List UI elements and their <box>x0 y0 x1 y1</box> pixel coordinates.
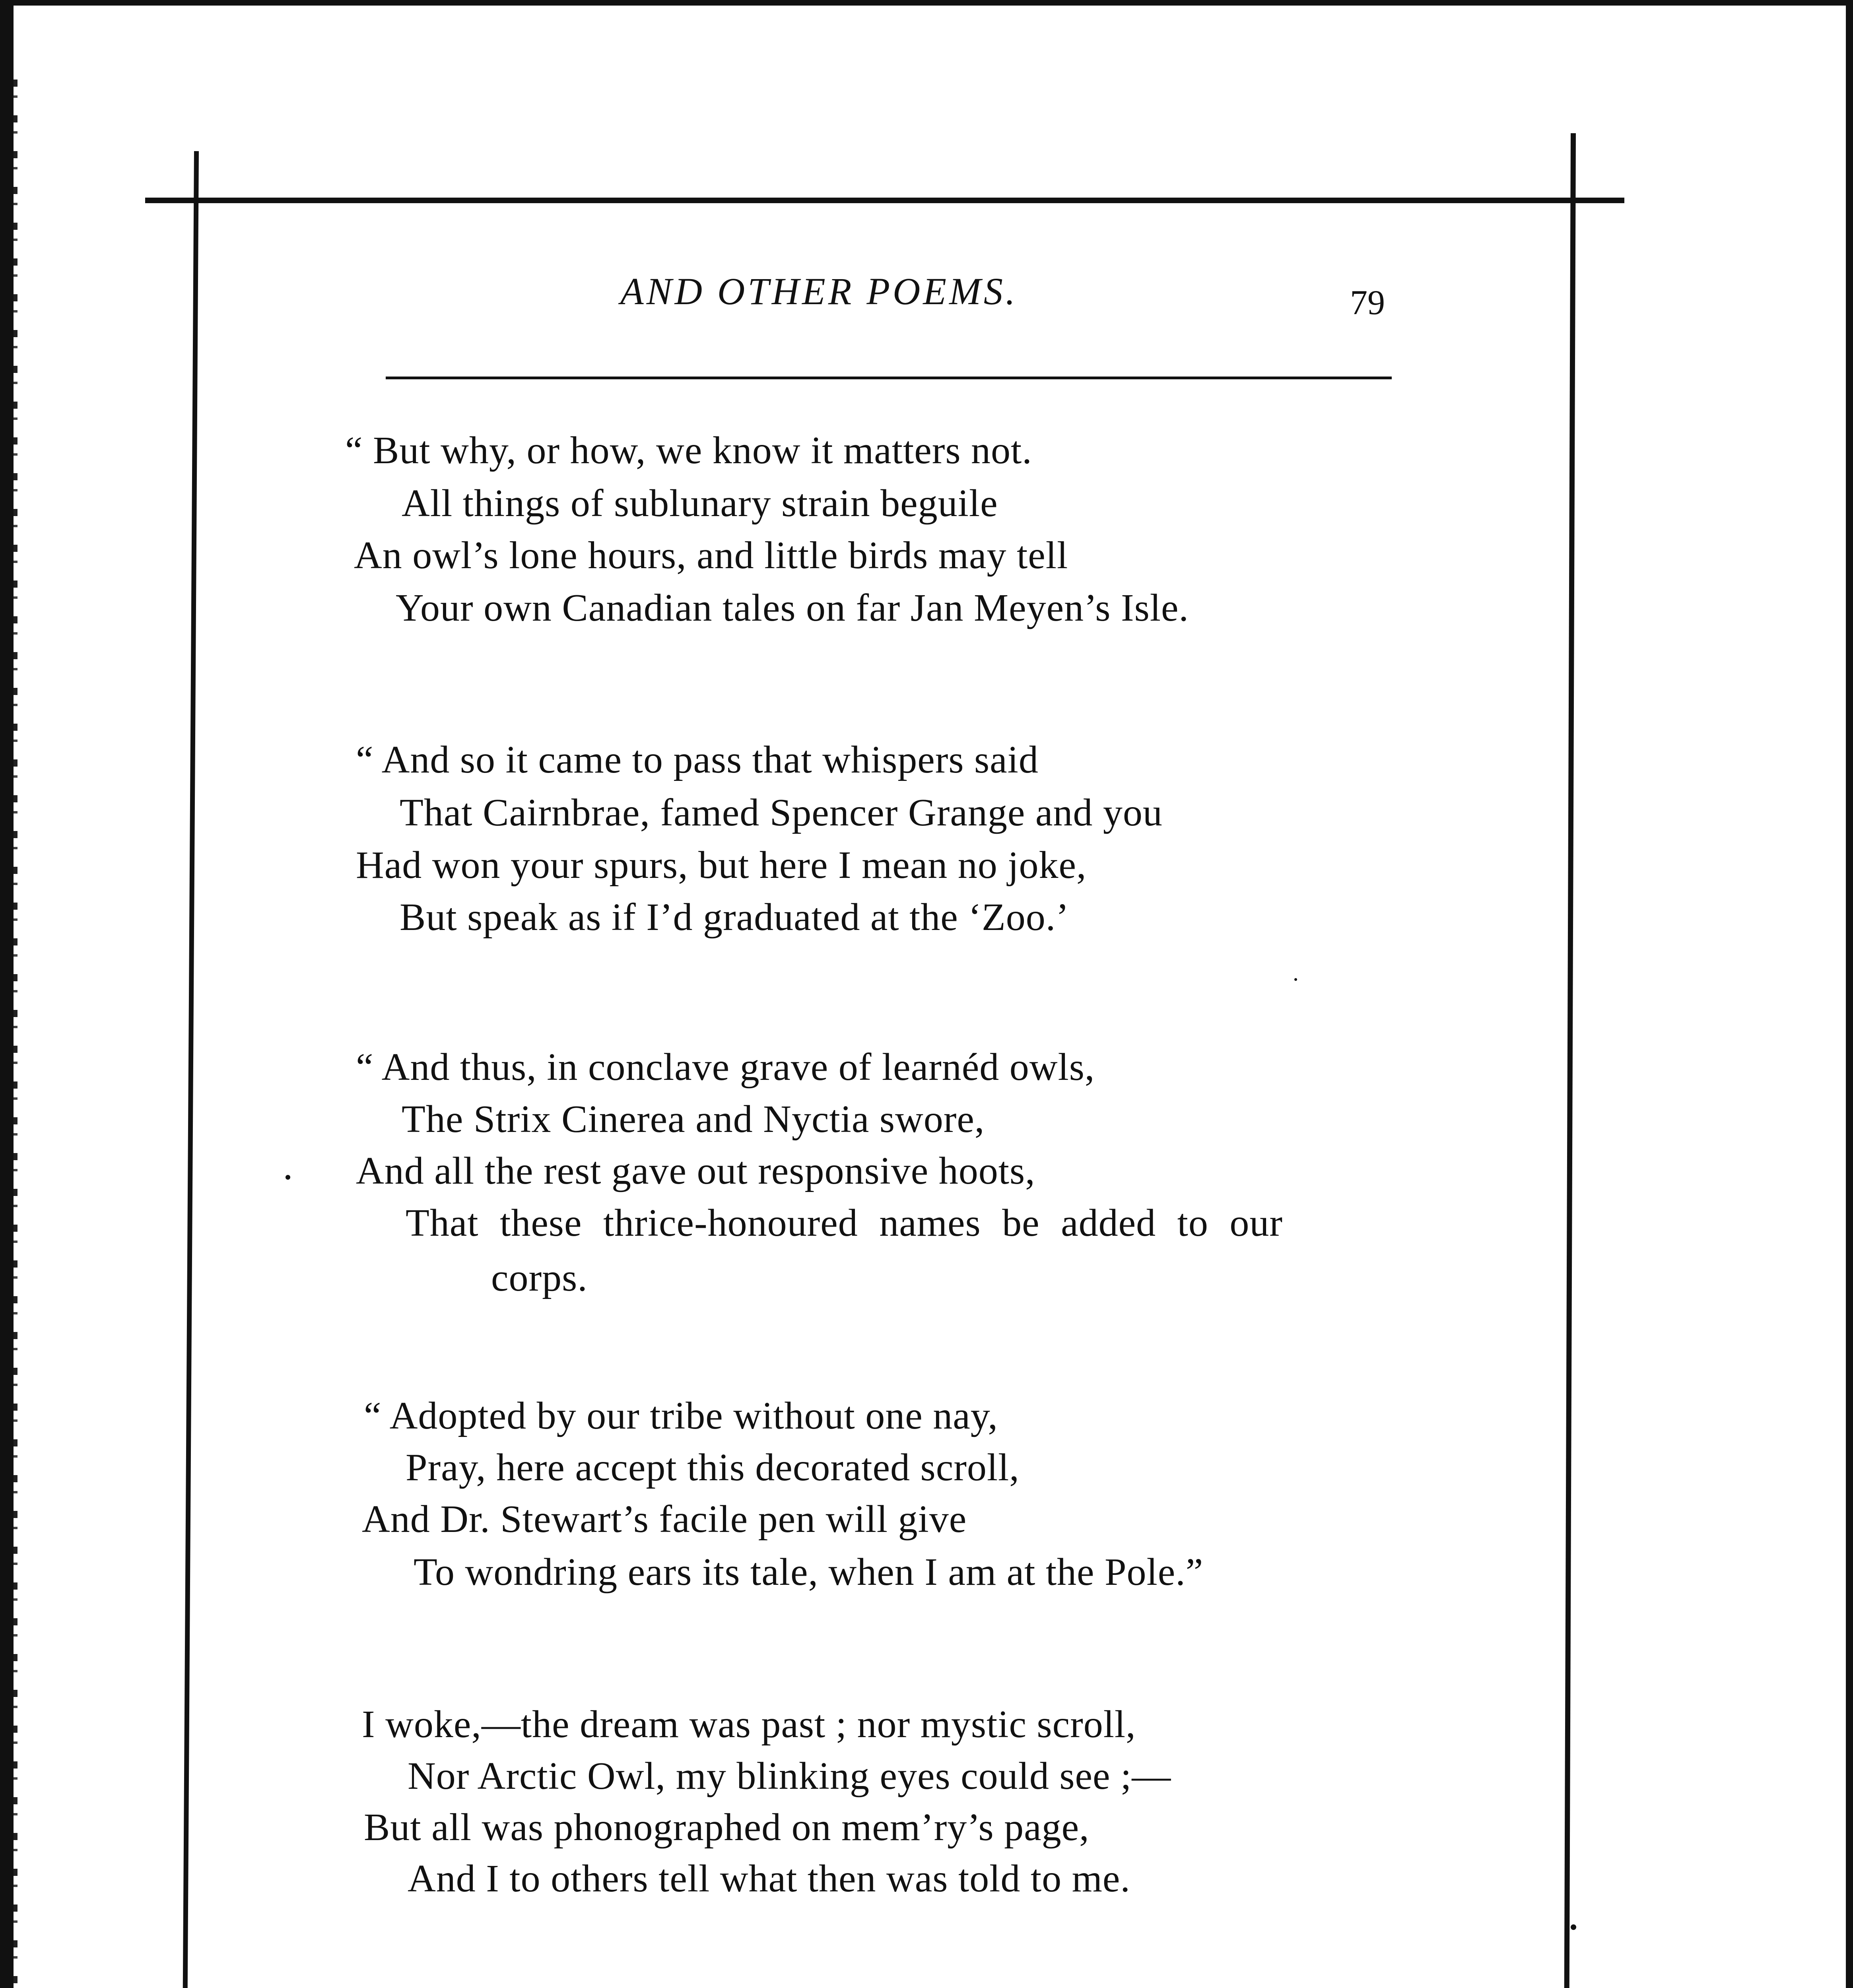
running-title: AND OTHER POEMS. <box>620 270 1018 313</box>
poem-line: Had won your spurs, but here I mean no joke, <box>356 844 1087 887</box>
poem-line: That Cairnbrae, famed Spencer Grange and you <box>400 791 1163 834</box>
poem-line: Nor Arctic Owl, my blinking eyes could see ;— <box>408 1755 1171 1798</box>
scan-speck <box>1571 1924 1576 1930</box>
poem-line: All things of sublunary strain beguile <box>402 482 998 525</box>
poem-line: An owl’s lone hours, and little birds may tell <box>354 534 1068 577</box>
poem-line: I woke,—the dream was past ; nor mystic scroll, <box>362 1703 1136 1746</box>
scan-border-top <box>0 0 1853 6</box>
poem-line: “ Adopted by our tribe without one nay, <box>364 1394 998 1437</box>
poem-line: But all was phonographed on mem’ry’s page, <box>364 1806 1090 1849</box>
poem-line: And Dr. Stewart’s facile pen will give <box>362 1498 967 1541</box>
poem-line: And I to others tell what then was told to me. <box>408 1857 1130 1900</box>
poem-line: Your own Canadian tales on far Jan Meyen’s Isle. <box>396 586 1189 629</box>
poem-line: “ And thus, in conclave grave of learnéd owls, <box>356 1046 1095 1089</box>
frame-right-rule <box>1564 133 1576 1988</box>
scan-border-right <box>1846 0 1853 1988</box>
page-number: 79 <box>1350 283 1385 322</box>
poem-line: “ And so it came to pass that whispers said <box>356 738 1039 781</box>
scan-border-left <box>0 0 14 1988</box>
poem-line: corps. <box>491 1256 588 1299</box>
poem-line: Pray, here accept this decorated scroll, <box>406 1446 1020 1489</box>
scan-speck <box>1294 978 1297 981</box>
header-rule <box>386 377 1392 379</box>
poem-line: And all the rest gave out responsive hoots, <box>356 1149 1035 1192</box>
poem-line: To wondring ears its tale, when I am at the Pole.” <box>414 1551 1204 1594</box>
scan-speck <box>286 1175 290 1180</box>
scan-edge-speckle <box>14 80 17 1988</box>
frame-left-rule <box>182 151 199 1988</box>
poem-line: But speak as if I’d graduated at the ‘Zoo.’ <box>400 896 1069 939</box>
frame-top-rule <box>145 198 1624 203</box>
poem-line: “ But why, or how, we know it matters not. <box>345 429 1032 472</box>
poem-line: That these thrice-honoured names be added to our <box>406 1202 1283 1244</box>
poem-line: The Strix Cinerea and Nyctia swore, <box>402 1098 985 1141</box>
